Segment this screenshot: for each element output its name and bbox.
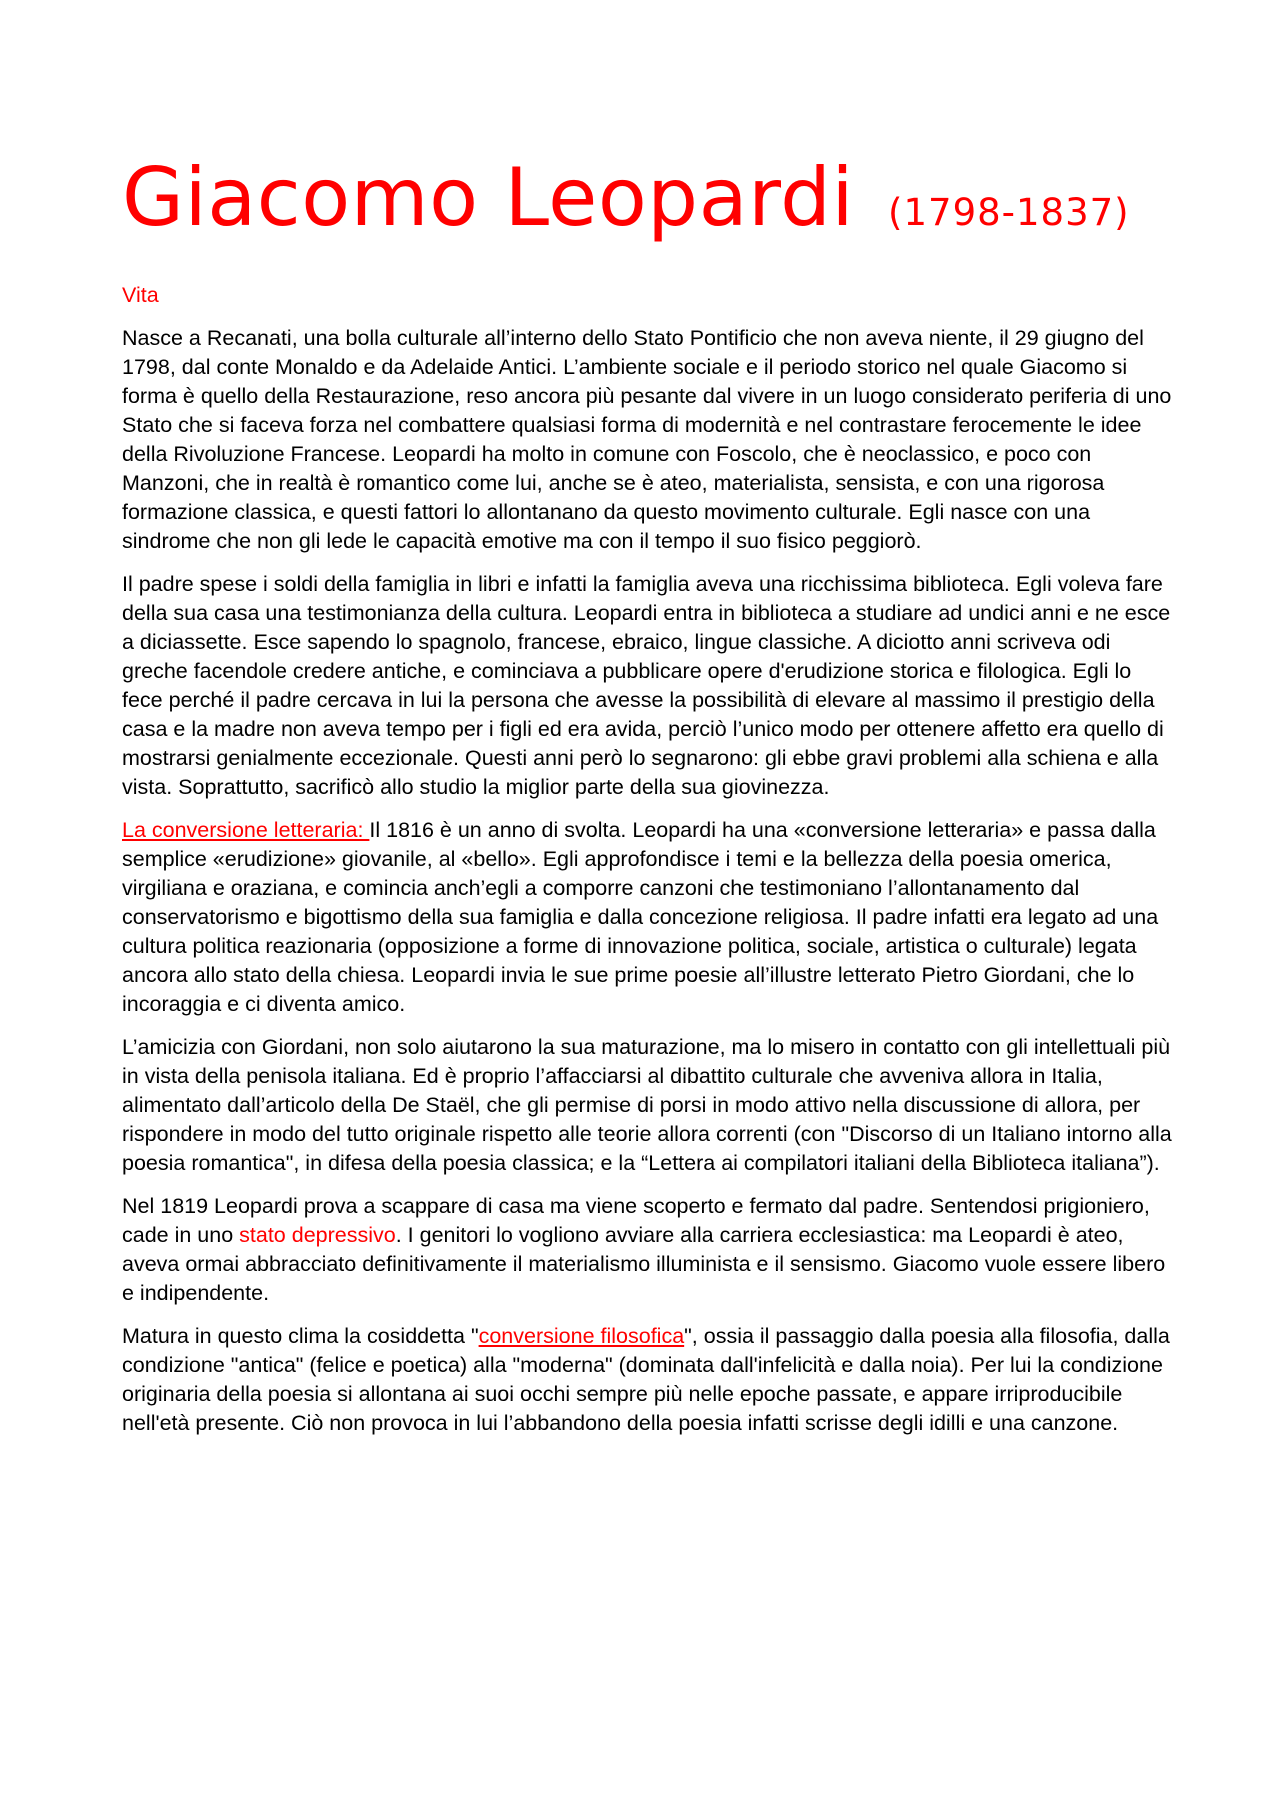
paragraph-3-text: Il 1816 è un anno di svolta. Leopardi ha una «conversione letteraria» e passa dalla semplice «erudizione» giovanile, al «bello». Egli approfondisce i temi e la bellezza della poesia omerica, virgiliana e oraziana, e comincia anch’egli a comporre canzoni che testimoniano l’allontanamento dal conservatorismo e bigottismo della sua famiglia e dalla concezione religiosa. Il padre infatti era legato ad una cultura politica reazionaria (opposizione a forme di innovazione politica, sociale, artistica o culturale) legata ancora allo stato della chiesa. Leopardi invia le sue prime poesie all’illustre letterato Pietro Giordani, che lo incoraggia e ci diventa amico. [122, 818, 1159, 1016]
paragraph-6-after: ", ossia il passaggio dalla poesia alla filosofia, dalla condizione "antica" (felice e poetica) alla "moderna" (dominata dall'infelicità e dalla noia). Per lui la condizione originaria della poesia si allontana ai suoi occhi sempre più nelle epoche passate, e appare irriproducibile nell'età presente. Ciò non provoca in lui l’abbandono della poesia infatti scrisse degli idilli e una canzone. [122, 1324, 1170, 1435]
paragraph-4: L’amicizia con Giordani, non solo aiutarono la sua maturazione, ma lo misero in contatto con gli intellettuali più in vista della penisola italiana. Ed è proprio l’affacciarsi al dibattito culturale che avveniva allora in Italia, alimentato dall’articolo della De Staël, che gli permise di porsi in modo attivo nella discussione di allora, per rispondere in modo del tutto originale rispetto alle teorie allora correnti (con "Discorso di un Italiano intorno alla poesia romantica", in difesa della poesia classica; e la “Lettera ai compilatori italiani della Biblioteca italiana”). [122, 1035, 1172, 1175]
paragraph-5-after: . I genitori lo vogliono avviare alla carriera ecclesiastica: ma Leopardi è ateo, aveva ormai abbracciato definitivamente il materialismo illuminista e il sensismo. Giacomo vuole essere libero e indipendente. [122, 1223, 1166, 1305]
paragraph-6 [122, 1322, 1172, 1438]
paragraph-5 [122, 1192, 1172, 1308]
conversione-filosofica-link[interactable]: conversione filosofica [478, 1324, 685, 1348]
paragraph-2: Il padre spese i soldi della famiglia in libri e infatti la famiglia aveva una ricchissima biblioteca. Egli voleva fare della sua casa una testimonianza della cultura. Leopardi entra in biblioteca a studiare ad undici anni e ne esce a diciassette. Esce sapendo lo spagnolo, francese, ebraico, lingue classiche. A diciotto anni scriveva odi greche facendole credere antiche, e cominciava a pubblicare opere d'erudizione storica e filologica. Egli lo fece perché il padre cercava in lui la persona che avesse la possibilità di elevare al massimo il prestigio della casa e la madre non aveva tempo per i figli ed era avida, perciò l’unico modo per ottenere affetto era quello di mostrarsi genialmente eccezionale. Questi anni però lo segnarono: gli ebbe gravi problemi alla schiena e alla vista. Soprattutto, sacrificò allo studio la miglior parte della sua giovinezza. [122, 572, 1171, 799]
conversione-letteraria-link[interactable]: La conversione letteraria: [122, 818, 370, 842]
title-dates: (1798-1837) [888, 191, 1130, 234]
title-name: Giacomo Leopardi [122, 151, 855, 244]
stato-depressivo-highlight: stato depressivo [239, 1223, 396, 1247]
section-heading-vita: Vita [122, 283, 159, 307]
paragraph-1: Nasce a Recanati, una bolla culturale all’interno dello Stato Pontificio che non aveva niente, il 29 giugno del 1798, dal conte Monaldo e da Adelaide Antici. L’ambiente sociale e il periodo storico nel quale Giacomo si forma è quello della Restaurazione, reso ancora più pesante dal vivere in un luogo considerato periferia di uno Stato che si faceva forza nel combattere qualsiasi forma di modernità e nel contrastare ferocemente le idee della Rivoluzione Francese. Leopardi ha molto in comune con Foscolo, che è neoclassico, e poco con Manzoni, che in realtà è romantico come lui, anche se è ateo, materialista, sensista, e con una rigorosa formazione classica, e questi fattori lo allontanano da questo movimento culturale. Egli nasce con una sindrome che non gli lede le capacità emotive ma con il tempo il suo fisico peggiorò. [122, 326, 1172, 553]
paragraph-5-before: Nel 1819 Leopardi prova a scappare di casa ma viene scoperto e fermato dal padre. Sentendosi prigioniero, cade in uno [122, 1194, 1150, 1247]
paragraph-6-before: Matura in questo clima la cosiddetta " [122, 1324, 479, 1348]
paragraph-3 [122, 816, 1172, 1019]
page-title [122, 150, 1172, 261]
document-page [122, 150, 1172, 1438]
